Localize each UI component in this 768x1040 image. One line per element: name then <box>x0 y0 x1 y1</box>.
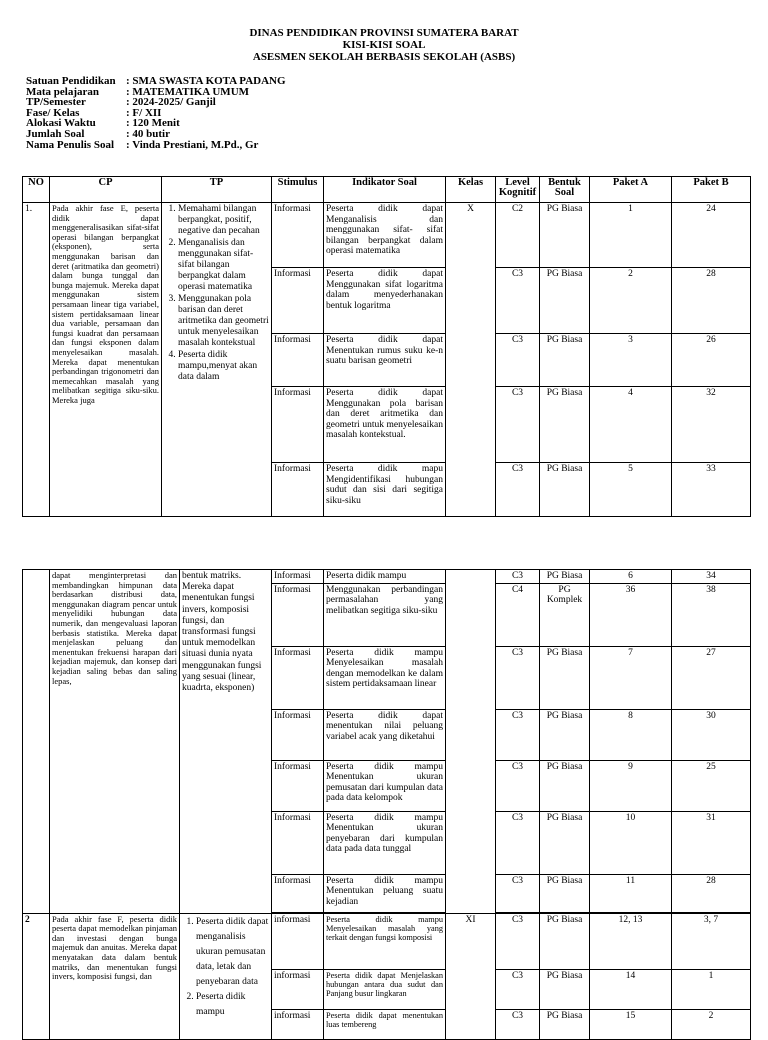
document-meta <box>26 76 286 150</box>
bentuk-cell: PG Komplek <box>540 583 590 646</box>
indikator-cell: Peserta didik mapu Mengidentifikasi hubungan sudut dan sisi dari segitiga siku-siku <box>324 463 446 517</box>
paket-b-cell: 27 <box>672 646 751 709</box>
bentuk-cell: PG Biasa <box>540 811 590 874</box>
paket-a-cell: 14 <box>590 969 672 1009</box>
col-header-no: NO <box>23 177 50 203</box>
paket-b-cell: 38 <box>672 583 751 646</box>
stimulus-cell: Informasi <box>272 268 324 334</box>
paket-a-cell: 36 <box>590 583 672 646</box>
indikator-cell: Menggunakan perbandingan permasalahan yang melibatkan segitiga siku-siku <box>324 583 446 646</box>
tp-list-cell <box>180 913 272 1039</box>
tp-text-continued: bentuk matriks. Mereka dapat menentukan fungsi invers, komposisi fungsi, dan transformasi fungsi untuk memodelkan situasi dunia nyata menggunakan fungsi yang sesuai (linear, kuadrta, eksponen) <box>180 570 272 914</box>
level-cell: C3 <box>496 913 540 969</box>
stimulus-cell: Informasi <box>272 646 324 709</box>
level-cell: C3 <box>496 874 540 912</box>
bentuk-cell: PG Biasa <box>540 387 590 463</box>
table-header-row <box>23 177 751 203</box>
tp-list <box>182 915 269 1020</box>
level-cell: C3 <box>496 463 540 517</box>
indikator-cell: Peserta didik mampu <box>324 570 446 584</box>
bentuk-cell: PG Biasa <box>540 334 590 387</box>
stimulus-cell: informasi <box>272 969 324 1009</box>
stimulus-cell: Informasi <box>272 811 324 874</box>
paket-a-cell: 8 <box>590 709 672 760</box>
paket-a-cell: 3 <box>590 334 672 387</box>
col-header-level <box>496 177 540 203</box>
indikator-cell: Peserta didik mampu Menentukan ukuran pemusatan dari kumpulan data pada data kelompok <box>324 760 446 811</box>
paket-a-cell: 4 <box>590 387 672 463</box>
stimulus-cell: Informasi <box>272 583 324 646</box>
indikator-cell: Peserta didik dapat menentukan nilai peluang variabel acak yang diketahui <box>324 709 446 760</box>
col-header-bentuk <box>540 177 590 203</box>
level-cell: C3 <box>496 268 540 334</box>
paket-b-cell: 1 <box>672 969 751 1009</box>
tp-list <box>164 204 269 383</box>
paket-a-cell: 11 <box>590 874 672 912</box>
col-header-indikator: Indikator Soal <box>324 177 446 203</box>
meta-value: : F/ XII <box>126 106 162 119</box>
col-header-paket-b: Paket B <box>672 177 751 203</box>
kelas-cell: XI <box>446 913 496 1039</box>
table-row <box>23 570 751 584</box>
header-line-2: KISI-KISI SOAL <box>342 39 426 51</box>
paket-b-cell: 2 <box>672 1009 751 1039</box>
kisi-kisi-table-page-1 <box>22 176 751 517</box>
paket-b-cell: 33 <box>672 463 751 517</box>
bentuk-cell: PG Biasa <box>540 268 590 334</box>
indikator-cell: Peserta didik dapat Menggunakan pola barisan dan deret aritmetika dan geometri untuk menyelesaikan masalah kontekstual. <box>324 387 446 463</box>
header-line-3: ASESMEN SEKOLAH BERBASIS SEKOLAH (ASBS) <box>252 51 516 63</box>
paket-b-cell: 34 <box>672 570 751 584</box>
meta-row <box>26 129 286 140</box>
paket-b-cell: 32 <box>672 387 751 463</box>
level-cell: C3 <box>496 387 540 463</box>
paket-a-cell: 2 <box>590 268 672 334</box>
row-number: 2 <box>23 913 50 1039</box>
level-cell: C3 <box>496 570 540 584</box>
kelas-cell-empty <box>446 570 496 914</box>
kisi-kisi-table-page-2 <box>22 569 751 1040</box>
meta-key: Nama Penulis Soal <box>26 138 115 151</box>
cp-text: Pada akhir fase F, peserta didik peserta dapat memodelkan pinjaman dan investasi dengan bunga majemuk dan anuitas. Mereka dapat menyatakan data dalam bentuk matriks, dan menentukan fungsi invers, komposisi fungsi, dan <box>50 913 180 1039</box>
col-header-bentuk-line2: Soal <box>554 187 575 198</box>
paket-a-cell: 15 <box>590 1009 672 1039</box>
bentuk-cell: PG Biasa <box>540 969 590 1009</box>
bentuk-cell: PG Biasa <box>540 913 590 969</box>
stimulus-cell: Informasi <box>272 874 324 912</box>
meta-key: Satuan Pendidikan <box>26 75 116 87</box>
level-cell: C3 <box>496 811 540 874</box>
level-cell: C3 <box>496 969 540 1009</box>
header-line-1: DINAS PENDIDIKAN PROVINSI SUMATERA BARAT <box>249 27 519 39</box>
meta-row <box>26 76 286 87</box>
stimulus-cell: informasi <box>272 913 324 969</box>
meta-value: : Vinda Prestiani, M.Pd., Gr <box>126 138 259 151</box>
paket-b-cell: 30 <box>672 709 751 760</box>
bentuk-cell: PG Biasa <box>540 709 590 760</box>
col-header-cp: CP <box>50 177 162 203</box>
level-cell: C3 <box>496 760 540 811</box>
stimulus-cell: Informasi <box>272 709 324 760</box>
tp-item: 1. Memahami bilangan berpangkat, positif, negative dan pecahan <box>178 204 269 238</box>
stimulus-cell: Informasi <box>272 203 324 268</box>
meta-value: : MATEMATIKA UMUM <box>126 85 250 98</box>
meta-key: TP/Semester <box>26 96 86 109</box>
paket-a-cell: 12, 13 <box>590 913 672 969</box>
tp-item: 3. Menggunakan pola barisan dan deret aritmetika dan geometri untuk menyelesaikan masalah kontekstual <box>178 294 269 350</box>
tp-item: 1. Peserta didik dapat menganalisis ukuran pemusatan data, letak dan penyebaran data <box>196 915 269 990</box>
col-header-paket-a: Paket A <box>590 177 672 203</box>
kelas-cell: X <box>446 203 496 517</box>
indikator-cell: Peserta didik mampu Menentukan ukuran penyebaran dari kumpulan data pada data tunggal <box>324 811 446 874</box>
level-cell: C3 <box>496 334 540 387</box>
paket-b-cell: 3, 7 <box>672 913 751 969</box>
paket-b-cell: 25 <box>672 760 751 811</box>
cp-text: Pada akhir fase E, peserta didik dapat menggeneralisasikan sifat-sifat operasi bilangan berpangkat (eksponen), serta menggunakan barisan dan deret (aritmatika dan geometri) dalam bunga tunggal dan bunga majemuk. Mereka dapat menggunakan sistem persamaan linear tiga variabel, sistem pertidaksamaan linear dua variable, persamaan dan fungsi kuadrat dan persamaan dan fungsi eksponen dalam menyelesaikan masalah. Mereka dapat menentukan perbandingan trigonometri dan memecahkan masalah yang melibatkan segitiga siku-siku. Mereka juga <box>50 203 162 517</box>
meta-key: Jumlah Soal <box>26 127 85 140</box>
indikator-cell: Peserta didik mampu Menyelesaikan masalah yang terkait dengan fungsi komposisi <box>324 913 446 969</box>
bentuk-cell: PG Biasa <box>540 874 590 912</box>
cp-text-continued: dapat menginterpretasi dan membandingkan himpunan data berdasarkan distribusi data, menggunakan diagram pencar untuk menyelidiki hubungan data numerik, dan mengevaluasi laporan berbasis statistika. Mereka dapat menjelaskan peluang dan menentukan frekuensi harapan dari kejadian majemuk, dan konsep dari kejadian saling bebas dan saling lepas, <box>50 570 180 914</box>
bentuk-cell: PG Biasa <box>540 570 590 584</box>
tp-item: 2. Peserta didik mampu <box>196 990 269 1020</box>
paket-a-cell: 10 <box>590 811 672 874</box>
stimulus-cell: Informasi <box>272 334 324 387</box>
meta-key: Alokasi Waktu <box>26 117 96 130</box>
stimulus-cell: Informasi <box>272 387 324 463</box>
meta-key: Fase/ Kelas <box>26 106 80 119</box>
indikator-cell: Peserta didik mampu Menentukan peluang suatu kejadian <box>324 874 446 912</box>
level-cell: C3 <box>496 646 540 709</box>
paket-b-cell: 26 <box>672 334 751 387</box>
indikator-cell: Peserta didik dapat Menentukan rumus suku ke-n suatu barisan geometri <box>324 334 446 387</box>
meta-value: : 120 Menit <box>126 117 180 130</box>
meta-key: Mata pelajaran <box>26 85 100 98</box>
level-cell: C3 <box>496 709 540 760</box>
stimulus-cell: Informasi <box>272 463 324 517</box>
indikator-cell: Peserta didik dapat Menjelaskan hubungan antara dua sudut dan Panjang busur lingkaran <box>324 969 446 1009</box>
paket-b-cell: 28 <box>672 268 751 334</box>
indikator-cell: Peserta didik mampu Menyelesaikan masalah dengan memodelkan ke dalam sistem pertidaksamaan linear <box>324 646 446 709</box>
tp-item: 4. Peserta didik mampu,menyat akan data dalam <box>178 350 269 384</box>
meta-value: : 2024-2025/ Ganjil <box>126 96 216 109</box>
stimulus-cell: informasi <box>272 1009 324 1039</box>
row-number-empty <box>23 570 50 914</box>
indikator-cell: Peserta didik dapat Menggunakan sifat logaritma dalam menyederhanakan bentuk logaritma <box>324 268 446 334</box>
meta-value: : 40 butir <box>126 127 170 140</box>
col-header-kelas: Kelas <box>446 177 496 203</box>
level-cell: C2 <box>496 203 540 268</box>
paket-a-cell: 6 <box>590 570 672 584</box>
tp-list-cell <box>162 203 272 517</box>
paket-b-cell: 31 <box>672 811 751 874</box>
stimulus-cell: Informasi <box>272 760 324 811</box>
paket-a-cell: 7 <box>590 646 672 709</box>
col-header-stimulus: Stimulus <box>272 177 324 203</box>
bentuk-cell: PG Biasa <box>540 1009 590 1039</box>
col-header-tp: TP <box>162 177 272 203</box>
paket-a-cell: 9 <box>590 760 672 811</box>
tp-item: 2. Menganalisis dan menggunakan sifat- sifat bilangan berpangkat dalam operasi matematika <box>178 238 269 294</box>
meta-row <box>26 140 286 151</box>
table-row <box>23 913 751 969</box>
table-row <box>23 203 751 268</box>
paket-a-cell: 5 <box>590 463 672 517</box>
bentuk-cell: PG Biasa <box>540 203 590 268</box>
col-header-bentuk-line1: Bentuk <box>548 177 581 188</box>
bentuk-cell: PG Biasa <box>540 646 590 709</box>
row-number: 1. <box>23 203 50 517</box>
level-cell: C3 <box>496 1009 540 1039</box>
level-cell: C4 <box>496 583 540 646</box>
bentuk-cell: PG Biasa <box>540 463 590 517</box>
meta-value: : SMA SWASTA KOTA PADANG <box>126 75 286 87</box>
indikator-cell: Peserta didik dapat menentukan luas tembereng <box>324 1009 446 1039</box>
col-header-level-line1: Level <box>505 177 530 188</box>
indikator-cell: Peserta didik dapat Menganalisis dan menggunakan sifat- sifat bilangan berpangkat dalam operasi matematika <box>324 203 446 268</box>
paket-b-cell: 28 <box>672 874 751 912</box>
col-header-level-line2: Kognitif <box>498 187 537 198</box>
bentuk-cell: PG Biasa <box>540 760 590 811</box>
stimulus-cell: Informasi <box>272 570 324 584</box>
paket-a-cell: 1 <box>590 203 672 268</box>
paket-b-cell: 24 <box>672 203 751 268</box>
